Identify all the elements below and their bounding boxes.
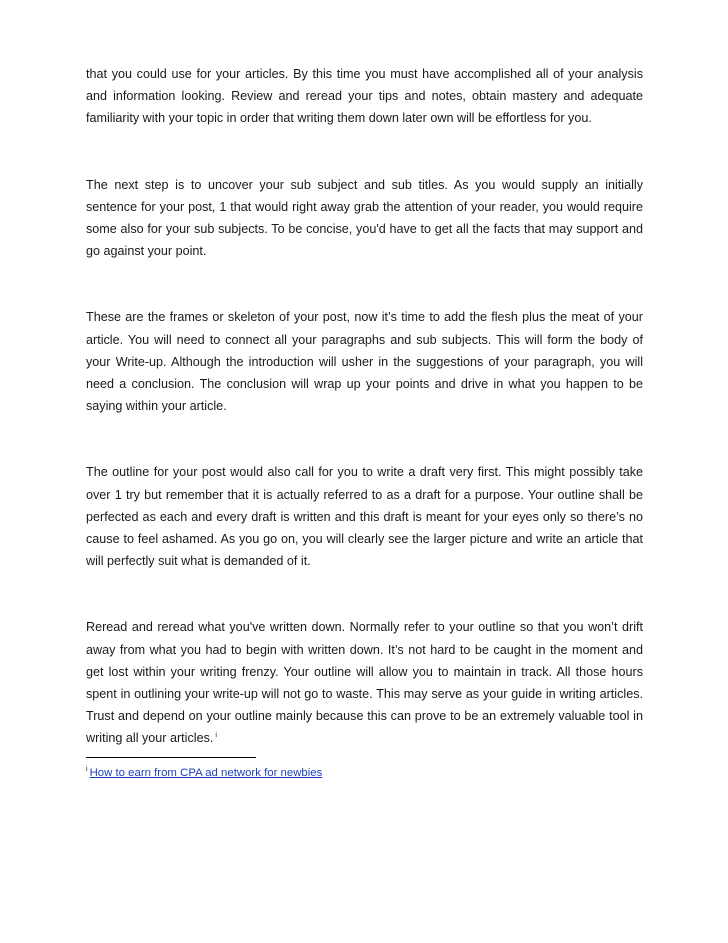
paragraph-2: The next step is to uncover your sub subject and sub titles. As you would supply an initially sentence for your post, 1 that would right away grab the attention of your reader, you would require some also for your sub subjects. To be concise, you'd have to get all the facts that may support and go against your point. bbox=[86, 177, 643, 259]
paragraph-5-text: Reread and reread what you've written down. Normally refer to your outline so that you won’t drift away from what you had to begin with written down. It’s not hard to be caught in the moment and get lost within your writing frenzy. Your outline will allow you to maintain in track. All those hours spent in outlining your write-up will not go to waste. This may serve as your guide in writing articles. Trust and depend on your outline mainly because this can prove to be an extremely valuable tool in writing all your articles. bbox=[86, 620, 643, 746]
endnote-marker: i bbox=[86, 766, 88, 774]
paragraph-4: The outline for your post would also call for you to write a draft very first. This might possibly take over 1 try but remember that it is actually referred to as a draft for a purpose. Your outline shall be perfected as each and every draft is written and this draft is meant for your eyes only so there’s no cause to feel ashamed. As you go on, you will clearly see the larger picture and write an article that will perfectly suit what is demanded of it. bbox=[86, 465, 643, 569]
paragraph-3: These are the frames or skeleton of your post, now it’s time to add the flesh plus the meat of your article. You will need to connect all your paragraphs and sub subjects. This will form the body of your Write-up. Although the introduction will usher in the suggestions of your paragraph, you will need a conclusion. The conclusion will wrap up your points and drive in what you happen to be saying within your article. bbox=[86, 310, 643, 414]
paragraph-5 bbox=[86, 616, 643, 749]
footnote-separator bbox=[86, 757, 256, 758]
endnote bbox=[86, 766, 322, 780]
document-body bbox=[86, 63, 643, 794]
endnote-link[interactable]: How to earn from CPA ad network for newbies bbox=[89, 767, 323, 779]
endnote-reference: i bbox=[215, 732, 217, 740]
paragraph-1: that you could use for your articles. By this time you must have accomplished all of your analysis and information looking. Review and reread your tips and notes, obtain mastery and adequate familiarity with your topic in order that writing them down later own will be effortless for you. bbox=[86, 67, 643, 126]
